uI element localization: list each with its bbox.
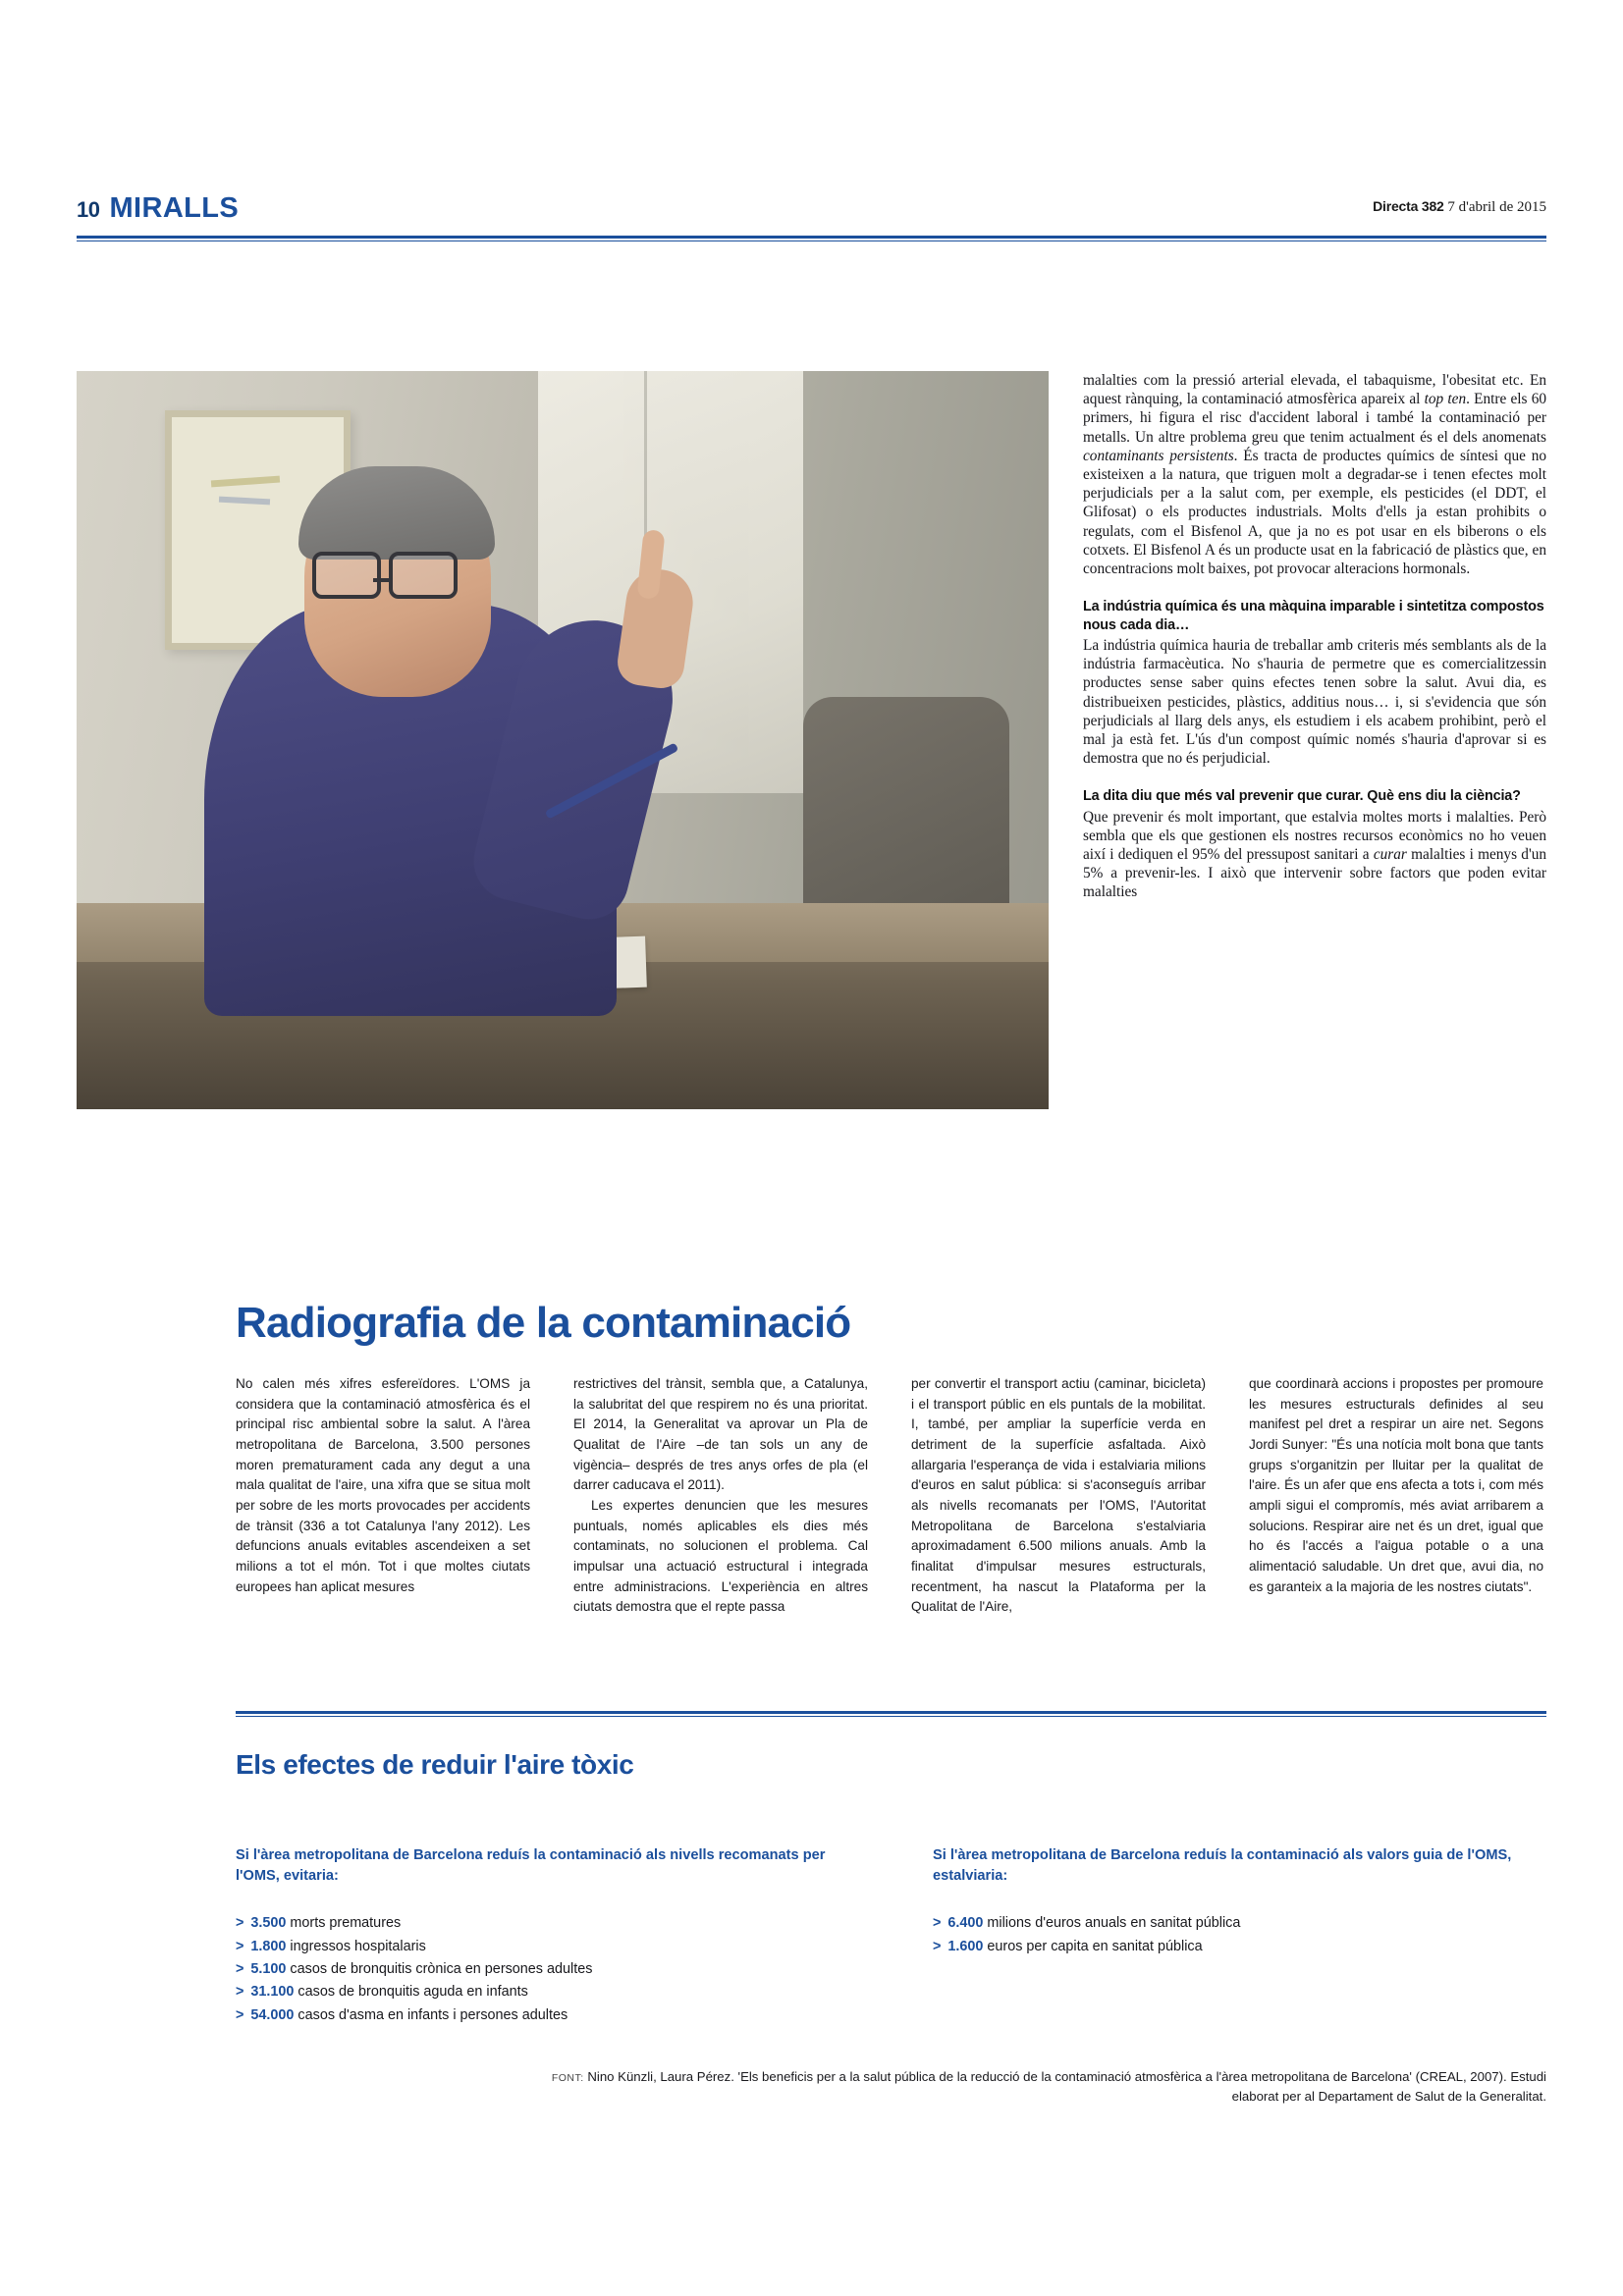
factbox-left-list: [236, 1912, 844, 2027]
factbox-item-text: 5.100 casos de bronquitis crònica en persones adultes: [250, 1960, 593, 1977]
factbox-item-text: 31.100 casos de bronquitis aguda en infants: [250, 1984, 528, 2001]
factbox-columns: [236, 1845, 1546, 2027]
page-header: [77, 192, 1546, 238]
factbox-item-value: 1.800: [250, 1938, 287, 1954]
factbox-item: [933, 1936, 1542, 1958]
factbox-item-value: 1.600: [947, 1938, 984, 1954]
bullet-chevron-icon: >: [236, 1960, 244, 1977]
factbox-item-value: 5.100: [250, 1960, 287, 1977]
factbox-item: [236, 2004, 844, 2027]
factbox-item: [236, 1936, 844, 1958]
bullet-chevron-icon: >: [933, 1915, 942, 1932]
interview-portrait-photo: [77, 371, 1049, 1109]
bullet-chevron-icon: >: [236, 1915, 244, 1932]
factbox-item-text: 3.500 morts prematures: [250, 1915, 402, 1932]
photo-glasses-left-lens: [312, 552, 381, 599]
factbox-item-value: 31.100: [250, 1984, 295, 2001]
factbox-left-heading: Si l'àrea metropolitana de Barcelona reduís la contaminació als nivells recomanats per l'OMS, evitaria:: [236, 1847, 826, 1885]
header-divider-thin: [77, 240, 1546, 241]
article-column-4: [1249, 1374, 1543, 1618]
factbox-item: [236, 1912, 844, 1935]
factbox-item: [236, 1981, 844, 2003]
factbox-source: [550, 2067, 1546, 2107]
bullet-chevron-icon: >: [236, 1984, 244, 2001]
interview-text-column: [1083, 371, 1546, 902]
interview-paragraph: malalties com la pressió arterial elevada, el tabaquisme, l'obesitat etc. En aquest rànquing, la contaminació atmosfèrica apareix al top ten. Entre els 60 primers, hi figura el risc d'accident laboral i també la contaminació per metalls. Un altre problema greu que tenim actualment és el dels anomenats contaminants persistents. És tracta de productes químics de síntesi que no existeixen a la natura, que triguen molt a degradar-se i tenen efectes molt perjudicials per a la salut com, per exemple, els pesticides (el DDT, el Glifosat) o els productes industrials. Molts d'ells ja estan prohibits o regulats, com el Bisfenol A, que ja no es pot usar en els biberons o els cotxets. El Bisfenol A és un producte usat en la fabricació de plàstics que, en concentracions molt baixes, pot provocar alteracions hormonals.: [1083, 372, 1546, 577]
photo-poster-mark: [211, 476, 280, 488]
factbox-item-value: 3.500: [250, 1915, 287, 1932]
article-column-2: [573, 1374, 868, 1618]
photo-glasses-right-lens: [389, 552, 458, 599]
article-title: Radiografia de la contaminació: [236, 1299, 851, 1347]
article-paragraph: No calen més xifres esfereïdores. L'OMS ja considera que la contaminació atmosfèrica és el principal risc ambiental sobre la salut. A l'àrea metropolitana de Barcelona, 3.500 persones moren prematurament cada any degut a una mala qualitat de l'aire, una xifra que se situa molt per sobre de les morts provocades per accidents de trànsit (336 a tot Catalunya l'any 2012). Les defuncions anuals evitables ascendeixen a set milions a tot el món. Tot i que moltes ciutats europees han aplicat mesures: [236, 1376, 530, 1594]
factbox-column-left: [236, 1845, 844, 2027]
issue-info: [1373, 198, 1546, 216]
bullet-chevron-icon: >: [236, 1938, 244, 1954]
header-divider: [77, 236, 1546, 239]
header-left-group: [77, 192, 239, 225]
interview-question-1: La indústria química és una màquina imparable i sintetitza compostos nous cada dia…: [1083, 599, 1544, 633]
factbox-item-value: 54.000: [250, 2006, 295, 2023]
factbox-title: Els efectes de reduir l'aire tòxic: [236, 1749, 634, 1780]
factbox-divider-thin: [236, 1716, 1546, 1717]
section-title: MIRALLS: [109, 192, 240, 224]
article-paragraph: per convertir el transport actiu (caminar, bicicleta) i el transport públic en els puntals de la mobilitat. I, també, per ampliar la superfície verda en detriment de la superfície asfaltada. Això allargaria l'esperança de vida i estalviaria milions d'euros en salut pública: si s'aconseguís arribar als nivells recomanats per l'OMS, l'Autoritat Metropolitana de Barcelona s'estalviaria aproximadament 6.500 milions anuals. Amb la finalitat d'impulsar mesures estructurals, recentment, ha nascut la Plataforma per la Qualitat de l'Aire,: [911, 1376, 1206, 1615]
article-paragraph: Les expertes denuncien que les mesures puntuals, només aplicables els dies més contaminats, no solucionen el problema. Cal impulsar una actuació estructural i integrada entre administracions. L'experiència en altres ciutats demostra que el repte passa: [573, 1497, 868, 1615]
issue-date: 7 d'abril de 2015: [1443, 199, 1546, 215]
issue-number: Directa 382: [1373, 198, 1444, 214]
factbox-right-heading: Si l'àrea metropolitana de Barcelona reduís la contaminació als valors guia de l'OMS, estalviaria:: [933, 1847, 1512, 1885]
factbox-item-value: 6.400: [947, 1915, 984, 1932]
factbox-item: [933, 1912, 1542, 1935]
article-column-3: [911, 1374, 1206, 1618]
factbox-right-list: [933, 1912, 1542, 1958]
factbox-item: [236, 1958, 844, 1981]
factbox-item-text: 1.800 ingressos hospitalaris: [250, 1938, 426, 1954]
photo-poster-mark-secondary: [219, 497, 270, 506]
interview-answer-1: La indústria química hauria de treballar amb criteris més semblants als de la indústria farmacèutica. No s'hauria de permetre que es comercialitzessin productes sense saber quins efectes tenen sobre la salut. Avui dia, es distribueixen pesticides, plàstics, additius nous… i, si s'evidencia que són perjudicials al llarg dels anys, els estudiem i els acabem prohibint, però el mal ja està fet. L'ús d'un compost químic només s'hauria d'aprovar si es demostra que no és perjudicial.: [1083, 636, 1546, 768]
page-number: 10: [77, 197, 100, 222]
factbox-item-text: 6.400 milions d'euros anuals en sanitat pública: [947, 1915, 1241, 1932]
interview-question-2: La dita diu que més val prevenir que curar. Què ens diu la ciència?: [1083, 788, 1521, 805]
bullet-chevron-icon: >: [933, 1938, 942, 1954]
article-column-1: [236, 1374, 530, 1618]
bullet-chevron-icon: >: [236, 2006, 244, 2023]
article-paragraph: que coordinarà accions i propostes per promoure les mesures estructurals definides al seu manifest pel dret a respirar un aire net. Segons Jordi Sunyer: "És una notícia molt bona que tants grups s'organitzin per lluitar per la qualitat de l'aire. És un afer que ens afecta a tots i, com més ampli sigui el compromís, més aviat arribarem a solucions. Respirar aire net és un dret, igual que ho és l'accés a l'aigua potable o a una alimentació saludable. Un dret que, avui dia, no es garanteix a la majoria de les nostres ciutats".: [1249, 1376, 1543, 1594]
factbox-divider: [236, 1711, 1546, 1714]
source-label: FONT:: [551, 2072, 584, 2084]
interview-answer-2: Que prevenir és molt important, que estalvia moltes morts i malalties. Però sembla que els que gestionen els nostres recursos econòmics no ho veuen així i dediquen el 95% del pressupost sanitari a curar malalties i menys d'un 5% a prevenir-les. I això que intervenir sobre factors que poden evitar malalties: [1083, 808, 1547, 901]
photo-glasses-bridge: [373, 578, 391, 582]
article-paragraph: restrictives del trànsit, sembla que, a Catalunya, la salubritat del que respirem no és una prioritat. El 2014, la Generalitat va aprovar un Pla de Qualitat de l'Aire –de tan sols un any de vigència– després de tres anys orfes de pla (el darrer caducava el 2011).: [573, 1376, 868, 1493]
factbox-item-text: 54.000 casos d'asma en infants i persones adultes: [250, 2006, 568, 2023]
article-body: [236, 1374, 1546, 1618]
factbox-column-right: [933, 1845, 1542, 2027]
source-text: Nino Künzli, Laura Pérez. 'Els beneficis per a la salut pública de la reducció de la contaminació atmosfèrica a l'àrea metropolitana de Barcelona' (CREAL, 2007). Estudi elaborat per al Departament de Salut de la Generalitat.: [587, 2069, 1546, 2104]
factbox-item-text: 1.600 euros per capita en sanitat pública: [947, 1938, 1203, 1954]
